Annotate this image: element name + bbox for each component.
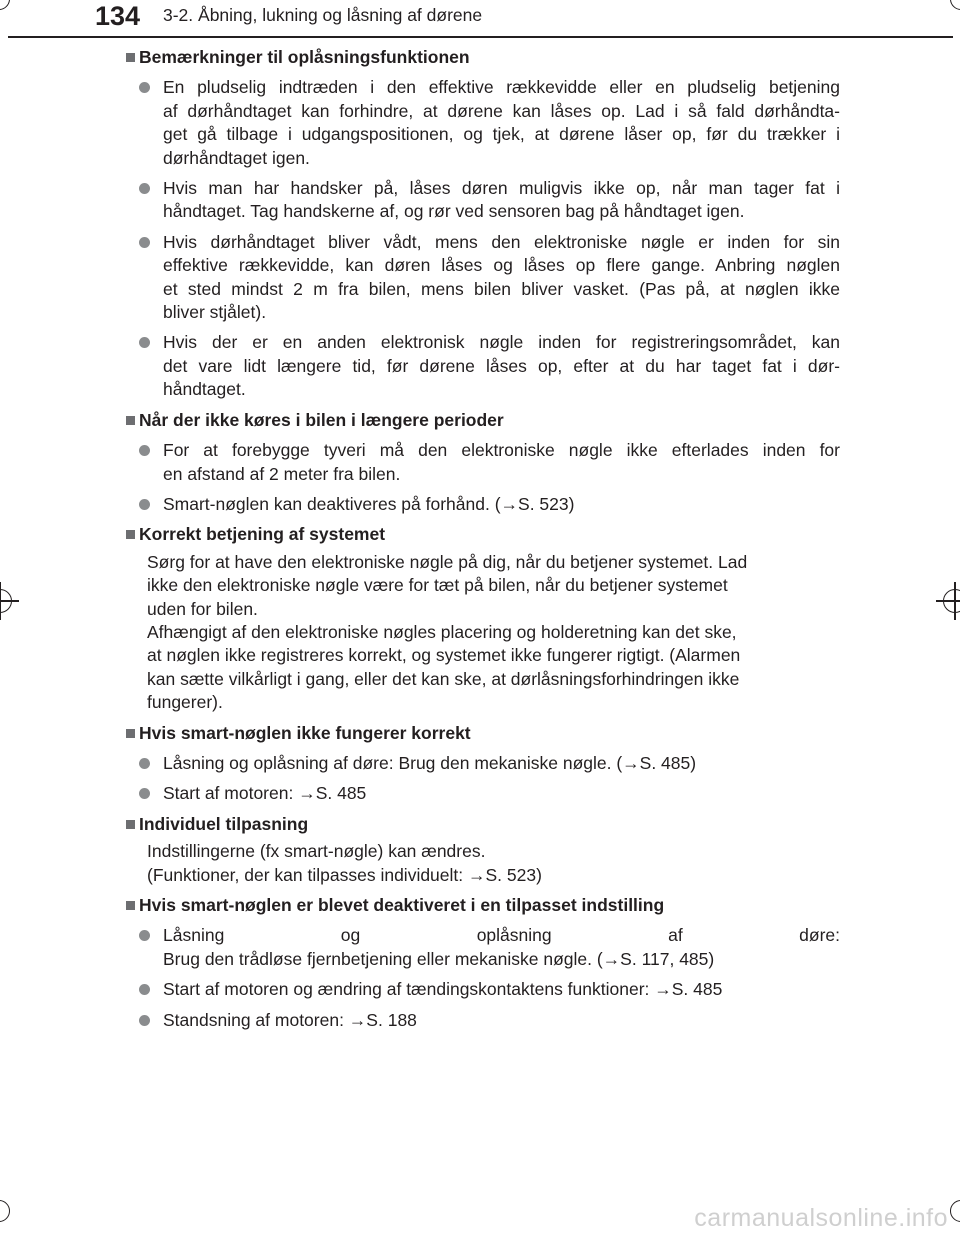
bullet-item <box>125 177 840 224</box>
page-header <box>0 0 960 40</box>
bullet-item <box>125 231 840 325</box>
text-line: en afstand af 2 meter fra bilen. <box>163 463 401 484</box>
text-line: uden for bilen. <box>147 598 258 619</box>
page-number: 134 <box>95 1 141 31</box>
bullet-text <box>163 331 840 401</box>
bullet-text <box>163 231 840 325</box>
text-line: Hvis man har handsker på, låses døren muligvis ikke op, når man tager fat i <box>163 178 840 199</box>
text-line: effektive rækkevidde, kan døren låses og låses op flere gange. Anbring nøglen <box>163 255 840 276</box>
text-line: Standsning af motoren: →S. 188 <box>163 1009 417 1030</box>
round-bullet-icon <box>125 331 147 354</box>
section-heading-text: Hvis smart-nøglen er blevet deaktiveret i en tilpasset indstilling <box>139 895 665 915</box>
section-heading <box>125 813 840 836</box>
bullet-text <box>163 76 840 170</box>
section-heading-text: Når der ikke køres i bilen i længere perioder <box>139 409 504 430</box>
bullet-text <box>163 439 840 486</box>
page-content <box>125 46 840 1032</box>
bullet-text <box>163 782 840 805</box>
corner-mark-icon <box>0 1200 10 1222</box>
header-rule <box>8 36 953 38</box>
text-line: Låsning og oplåsning af døre: <box>163 925 840 946</box>
text-line: Smart-nøglen kan deaktiveres på forhånd. (→S. 523) <box>163 493 575 514</box>
round-bullet-icon <box>125 439 147 462</box>
text-line: det vare lidt længere tid, før dørene låses op, efter at du har taget fat i dør- <box>163 355 840 376</box>
text-line: Indstillingerne (fx smart-nøgle) kan ændres. <box>147 841 486 862</box>
text-line: En pludselig indtræden i den effektive rækkevidde eller en pludselig betjening <box>163 77 840 98</box>
bullet-item <box>125 493 840 516</box>
round-bullet-icon <box>125 782 147 805</box>
bullet-item <box>125 1009 840 1032</box>
bullet-item <box>125 782 840 805</box>
section-paragraph <box>147 840 840 887</box>
bullet-item <box>125 76 840 170</box>
bullet-text <box>163 493 840 516</box>
corner-mark-icon <box>950 1200 960 1222</box>
section <box>125 46 840 402</box>
bullet-text <box>163 978 840 1001</box>
text-line: fungerer). <box>147 692 223 713</box>
bullet-text <box>163 177 840 224</box>
bullet-item <box>125 331 840 401</box>
section-heading <box>125 409 840 432</box>
text-line: Afhængigt af den elektroniske nøgles placering og holderetning kan det ske, <box>147 621 737 642</box>
square-bullet-icon <box>125 409 139 432</box>
chapter-title: 3-2. Åbning, lukning og låsning af dørene <box>163 5 483 25</box>
text-line: kan sætte vilkårligt i gang, eller det kan ske, at dørlåsningsforhindringen ikke <box>147 668 740 689</box>
section-heading-text: Bemærkninger til oplåsningsfunktionen <box>139 47 470 67</box>
section-heading <box>125 722 840 745</box>
round-bullet-icon <box>125 493 147 516</box>
text-line: For at forebygge tyveri må den elektroniske nøgle ikke efterlades inden for <box>163 440 840 461</box>
bullet-item <box>125 439 840 486</box>
square-bullet-icon <box>125 813 139 836</box>
round-bullet-icon <box>125 177 147 200</box>
text-line: Brug den trådløse fjernbetjening eller mekaniske nøgle. (→S. 117, 485) <box>163 948 715 969</box>
bullet-item <box>125 752 840 775</box>
registration-mark-icon <box>0 589 12 613</box>
text-line: (Funktioner, der kan tilpasses individuelt: →S. 523) <box>147 864 542 885</box>
square-bullet-icon <box>125 722 139 745</box>
round-bullet-icon <box>125 231 147 254</box>
text-line: dørhåndtaget igen. <box>163 147 310 168</box>
text-line: Start af motoren: →S. 485 <box>163 783 367 804</box>
text-line: get gå tilbage i udgangspositionen, og tjek, at dørene låser op, før du trækker i <box>163 124 840 145</box>
section-heading-text: Korrekt betjening af systemet <box>139 524 386 545</box>
registration-mark-icon <box>943 589 960 613</box>
text-line: bliver stjålet). <box>163 302 267 323</box>
round-bullet-icon <box>125 76 147 99</box>
section-heading-text: Hvis smart-nøglen ikke fungerer korrekt <box>139 722 471 743</box>
round-bullet-icon <box>125 924 147 947</box>
text-line: af dørhåndtaget kan forhindre, at dørene kan låses op. Lad i så fald dørhåndta- <box>163 100 840 121</box>
square-bullet-icon <box>125 46 139 69</box>
bullet-item <box>125 978 840 1001</box>
section-paragraph <box>147 551 840 715</box>
round-bullet-icon <box>125 978 147 1001</box>
section <box>125 409 840 517</box>
bullet-text <box>163 924 840 971</box>
text-line: håndtaget. Tag handskerne af, og rør ved sensoren bag på håndtaget igen. <box>163 201 745 222</box>
text-line: et sted mindst 2 m fra bilen, mens bilen bliver vasket. (Pas på, at nøglen ikke <box>163 278 840 299</box>
section <box>125 813 840 887</box>
bullet-text <box>163 1009 840 1032</box>
text-line: Sørg for at have den elektroniske nøgle på dig, når du betjener systemet. Lad <box>147 551 748 572</box>
text-line: Hvis dørhåndtaget bliver vådt, mens den elektroniske nøgle er inden for sin <box>163 231 840 252</box>
square-bullet-icon <box>125 894 139 917</box>
round-bullet-icon <box>125 1009 147 1032</box>
section-heading-text: Individuel tilpasning <box>139 813 309 834</box>
text-line: Låsning og oplåsning af døre: Brug den mekaniske nøgle. (→S. 485) <box>163 752 697 773</box>
section <box>125 894 840 1032</box>
bullet-text <box>163 752 840 775</box>
section-heading <box>125 894 840 917</box>
text-line: håndtaget. <box>163 379 246 400</box>
round-bullet-icon <box>125 752 147 775</box>
section-heading <box>125 46 840 69</box>
text-line: Hvis der er en anden elektronisk nøgle inden for registreringsområdet, kan <box>163 332 840 353</box>
section <box>125 523 840 714</box>
square-bullet-icon <box>125 523 139 546</box>
text-line: ikke den elektroniske nøgle være for tæt på bilen, når du betjener systemet <box>147 575 728 596</box>
section-heading <box>125 523 840 546</box>
bullet-item <box>125 924 840 971</box>
watermark: carmanualsonline.info <box>694 1204 948 1232</box>
text-line: Start af motoren og ændring af tændingskontaktens funktioner: →S. 485 <box>163 979 723 1000</box>
section <box>125 722 840 806</box>
text-line: at nøglen ikke registreres korrekt, og systemet ikke fungerer rigtigt. (Alarmen <box>147 645 741 666</box>
